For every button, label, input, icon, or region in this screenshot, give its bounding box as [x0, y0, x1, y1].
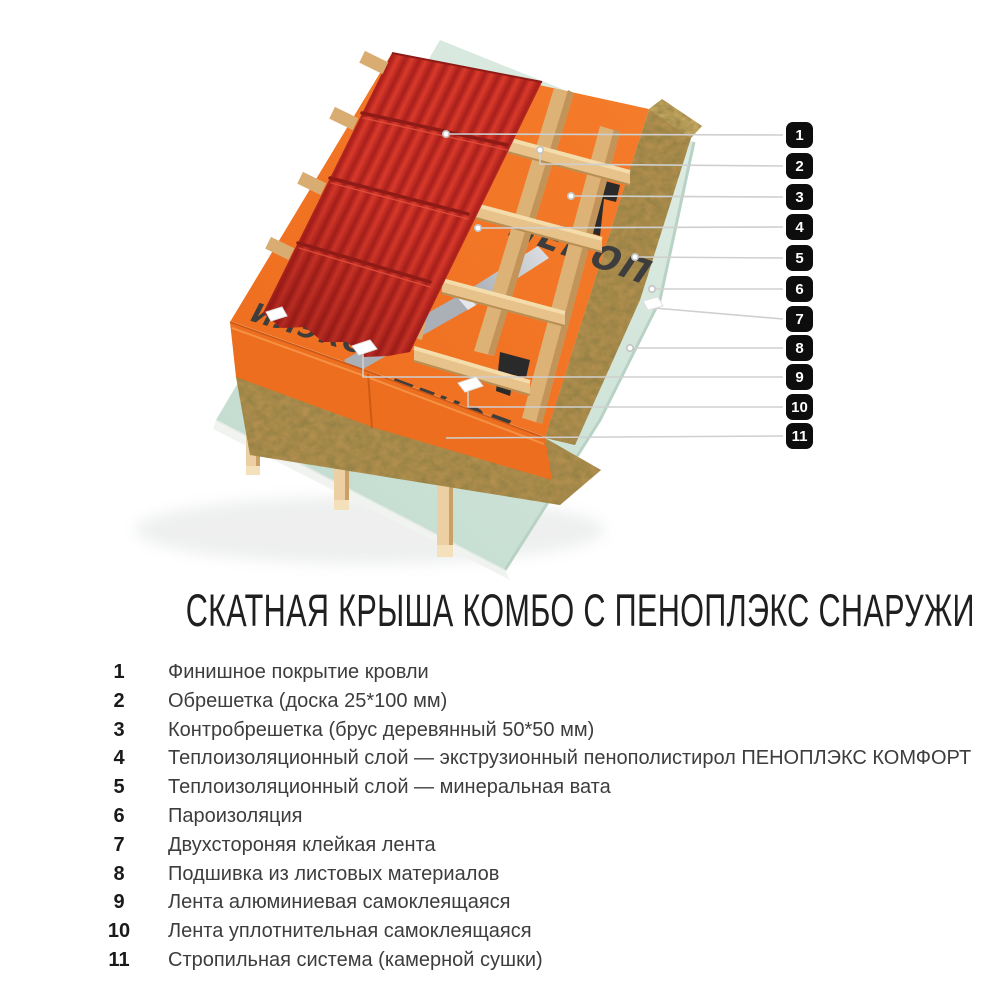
legend-row: [0, 891, 1000, 917]
legend-row: [0, 747, 1000, 773]
legend-item-number: 3: [113, 718, 125, 741]
callout-badge-4: 4: [786, 214, 813, 240]
legend-item-number: 10: [107, 920, 131, 943]
callout-badge-1: 1: [786, 122, 813, 148]
callout-badge-5: 5: [786, 245, 813, 271]
legend-row: [0, 661, 1000, 687]
legend-item-number: 1: [113, 661, 125, 683]
legend-item-number: 11: [108, 949, 130, 971]
legend-item-number: 8: [113, 862, 125, 885]
legend-item-number: 4: [113, 747, 125, 770]
page-title: [0, 585, 1000, 637]
legend-item-number: 2: [113, 689, 125, 712]
legend-item-text: Контробрешетка (брус деревянный 50*50 мм): [168, 718, 595, 741]
legend-item-text: Теплоизоляционный слой — минеральная вата: [168, 776, 611, 799]
callout-badge-3: 3: [786, 184, 813, 210]
leader-7: [654, 308, 783, 319]
legend-row: [0, 863, 1000, 889]
legend-item-text: Лента уплотнительная самоклеящаяся: [168, 920, 532, 943]
legend-item-number: 9: [113, 891, 125, 914]
legend-item-text: Двухстороняя клейкая лента: [168, 833, 436, 856]
legend-item-number: 6: [113, 805, 125, 827]
callout-badge-2: 2: [786, 153, 813, 179]
callout-badge-6: 6: [786, 276, 813, 302]
legend-row: [0, 834, 1000, 860]
legend-row: [0, 776, 1000, 802]
legend-item-text: Лента алюминиевая самоклеящаяся: [168, 891, 511, 914]
leader-3: [571, 196, 783, 197]
legend-item-text: Теплоизоляционный слой — экструзионный пенополистирол ПЕНОПЛЭКС КОМФОРТ: [168, 747, 972, 770]
leader-5: [635, 257, 783, 258]
legend-item-number: 7: [113, 833, 125, 856]
legend-item-text: Стропильная система (камерной сушки): [168, 949, 543, 971]
callout-badge-10: 10: [786, 394, 813, 420]
legend-row: [0, 920, 1000, 946]
legend-row: [0, 690, 1000, 716]
callout-badge-8: 8: [786, 335, 813, 361]
legend-row: [0, 719, 1000, 745]
callout-badge-9: 9: [786, 364, 813, 390]
legend-item-text: Финишное покрытие кровли: [168, 661, 429, 683]
leader-4: [478, 227, 783, 228]
legend-item-text: Пароизоляция: [168, 805, 303, 827]
page-title-text: СКАТНАЯ КРЫША КОМБО С ПЕНОПЛЭКС СНАРУЖИ: [185, 585, 975, 636]
leader-1: [446, 134, 783, 135]
legend-item-number: 5: [113, 776, 125, 799]
legend-item-text: Обрешетка (доска 25*100 мм): [168, 689, 448, 712]
callout-badge-7: 7: [786, 306, 813, 332]
legend-item-text: Подшивка из листовых материалов: [168, 862, 500, 885]
legend-row: [0, 949, 1000, 975]
legend-row: [0, 805, 1000, 831]
callout-badge-11: 11: [786, 423, 813, 449]
